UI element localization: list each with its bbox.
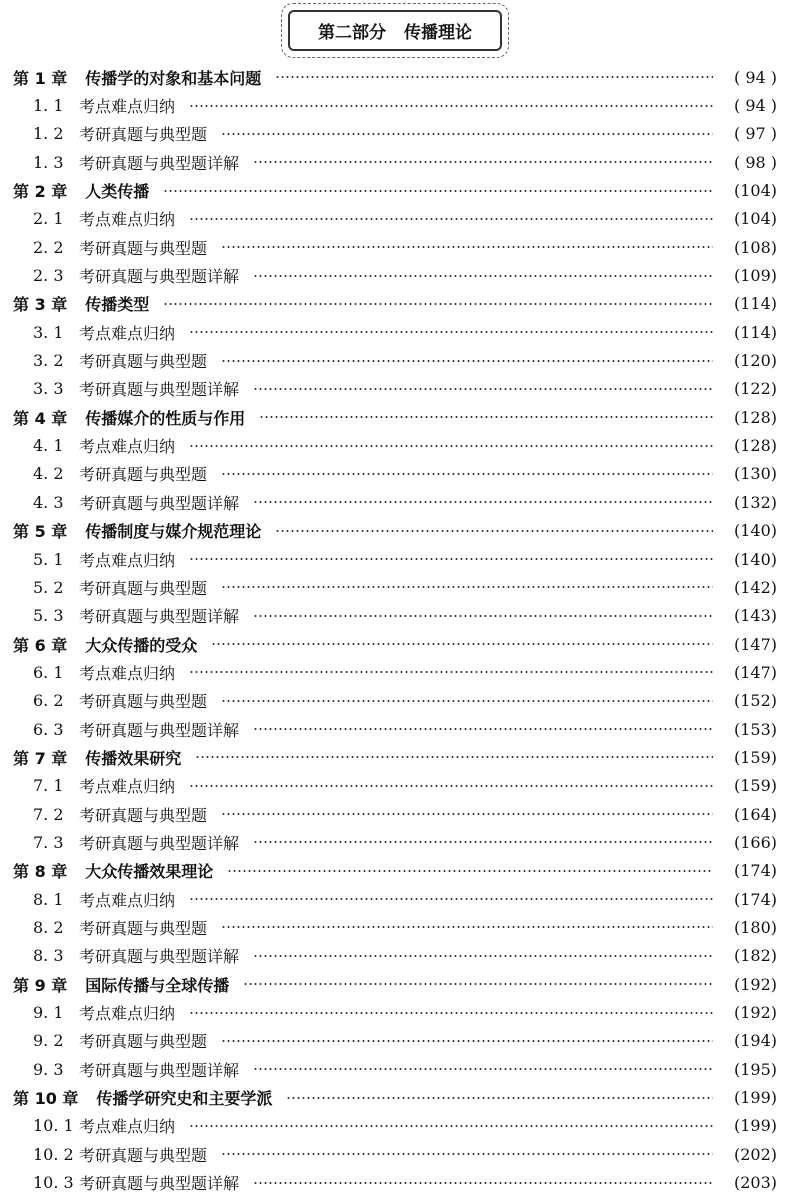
section-number: 2. 1 [33,209,64,229]
section-title: 考点难点归纳 [79,437,176,457]
section-title: 考研真题与典型题 [79,465,208,485]
toc-chapter-entry[interactable] [13,63,777,91]
dot-leader [221,1040,713,1042]
section-page-number: (195) [733,1059,777,1079]
toc-chapter-entry[interactable] [13,743,777,771]
section-page-number: (203) [733,1173,777,1193]
section-page-number: (174) [733,889,777,909]
chapter-page-number: (192) [733,974,777,994]
chapter-number: 第 8 章 [13,862,68,882]
dot-leader [286,1097,713,1099]
dot-leader [189,218,713,220]
section-page-number: (109) [733,266,777,286]
toc-section-entry[interactable] [13,1168,777,1196]
section-page-number: (128) [733,436,777,456]
section-title: 考点难点归纳 [79,777,176,797]
dot-leader [221,246,713,248]
dot-leader [259,416,713,418]
dot-leader [253,275,713,277]
section-page-number: (147) [733,662,777,682]
toc-section-entry[interactable] [13,460,777,488]
dot-leader [227,870,713,872]
chapter-page-number: (114) [733,294,777,314]
section-page-number: (142) [733,577,777,597]
toc-chapter-entry[interactable] [13,517,777,545]
dot-leader [195,756,713,758]
section-title: 考研真题与典型题详解 [79,267,240,287]
section-number: 4. 2 [33,464,64,484]
dot-leader [189,898,713,900]
section-number: 3. 3 [33,379,64,399]
dot-leader [211,643,713,645]
section-number: 9. 1 [33,1003,64,1023]
section-number: 5. 1 [33,549,64,569]
chapter-page-number: (140) [733,521,777,541]
chapter-number: 第 3 章 [13,295,68,315]
toc-section-entry[interactable] [13,942,777,970]
toc-section-entry[interactable] [13,1112,777,1140]
chapter-number: 第 5 章 [13,522,68,542]
dot-leader [253,1182,713,1184]
section-page-number: (153) [733,719,777,739]
section-number: 1. 2 [33,124,64,144]
chapter-title: 大众传播效果理论 [85,862,214,882]
section-title: 考研真题与典型题 [79,238,208,258]
section-page-number: (199) [733,1116,777,1136]
dot-leader [253,615,713,617]
part-header [0,8,790,52]
section-number: 9. 3 [33,1059,64,1079]
section-number: 2. 2 [33,237,64,257]
toc-section-entry[interactable] [13,715,777,743]
section-page-number: (132) [733,492,777,512]
dot-leader [275,530,713,532]
section-number: 8. 3 [33,946,64,966]
section-title: 考研真题与典型题 [79,918,208,938]
section-title: 考点难点归纳 [79,663,176,683]
section-title: 考研真题与典型题 [79,1032,208,1052]
toc-section-entry[interactable] [13,658,777,686]
chapter-title: 大众传播的受众 [85,635,198,655]
section-title: 考研真题与典型题 [79,692,208,712]
dot-leader [189,558,713,560]
dot-leader [253,1068,713,1070]
chapter-title: 传播学的对象和基本问题 [85,68,262,88]
section-page-number: (114) [733,322,777,342]
section-number: 7. 2 [33,804,64,824]
section-page-number: ( 94 ) [733,96,777,116]
toc-section-entry[interactable] [13,318,777,346]
chapter-page-number: (128) [733,407,777,427]
section-title: 考研真题与典型题详解 [79,607,240,627]
toc-section-entry[interactable] [13,1027,777,1055]
chapter-number: 第 2 章 [13,182,68,202]
section-title: 考研真题与典型题 [79,352,208,372]
section-title: 考研真题与典型题详解 [79,947,240,967]
section-number: 5. 2 [33,577,64,597]
dot-leader [221,133,713,135]
section-title: 考研真题与典型题 [79,1145,208,1165]
toc-section-entry[interactable] [13,545,777,573]
dot-leader [253,501,713,503]
section-page-number: (192) [733,1003,777,1023]
chapter-page-number: (104) [733,181,777,201]
dot-leader [253,728,713,730]
section-number: 1. 1 [33,96,64,116]
chapter-page-number: (199) [733,1088,777,1108]
part-label: 第二部分 [318,22,387,43]
dot-leader [221,473,713,475]
toc-section-entry[interactable] [13,205,777,233]
chapter-number: 第 4 章 [13,408,68,428]
dot-leader [221,813,713,815]
toc-section-entry[interactable] [13,828,777,856]
section-title: 考研真题与典型题详解 [79,493,240,513]
dot-leader [189,1125,713,1127]
dot-leader [189,671,713,673]
toc-section-entry[interactable] [13,375,777,403]
section-page-number: (140) [733,549,777,569]
toc-section-entry[interactable] [13,573,777,601]
dot-leader [275,76,713,78]
toc-section-entry[interactable] [13,91,777,119]
dot-leader [221,586,713,588]
chapter-page-number: (174) [733,861,777,881]
section-page-number: (180) [733,917,777,937]
toc-section-entry[interactable] [13,120,777,148]
toc-section-entry[interactable] [13,800,777,828]
section-page-number: (182) [733,946,777,966]
toc-chapter-entry[interactable] [13,176,777,204]
toc-section-entry[interactable] [13,602,777,630]
toc-chapter-entry[interactable] [13,290,777,318]
chapter-page-number: (159) [733,747,777,767]
chapter-number: 第 1 章 [13,68,68,88]
section-page-number: (143) [733,606,777,626]
section-number: 6. 3 [33,719,64,739]
section-number: 10. 3 [33,1173,74,1193]
toc-section-entry[interactable] [13,1140,777,1168]
section-number: 6. 1 [33,662,64,682]
section-title: 考研真题与典型题详解 [79,1060,240,1080]
toc-section-entry[interactable] [13,998,777,1026]
part-title-box [288,10,502,51]
section-title: 考点难点归纳 [79,97,176,117]
dot-leader [253,388,713,390]
section-page-number: (120) [733,351,777,371]
dot-leader [253,955,713,957]
section-page-number: (166) [733,832,777,852]
chapter-title: 传播制度与媒介规范理论 [85,522,262,542]
toc-chapter-entry[interactable] [13,403,777,431]
section-number: 3. 2 [33,351,64,371]
section-number: 10. 1 [33,1116,74,1136]
table-of-contents [13,63,777,1197]
toc-chapter-entry[interactable] [13,857,777,885]
section-number: 4. 1 [33,436,64,456]
toc-section-entry[interactable] [13,772,777,800]
section-title: 考研真题与典型题详解 [79,153,240,173]
section-title: 考研真题与典型题详解 [79,380,240,400]
chapter-page-number: ( 94 ) [733,67,777,87]
chapter-title: 传播效果研究 [85,748,182,768]
toc-section-entry[interactable] [13,913,777,941]
toc-section-entry[interactable] [13,233,777,261]
toc-section-entry[interactable] [13,1055,777,1083]
chapter-number: 第 10 章 [13,1089,79,1109]
section-page-number: (130) [733,464,777,484]
dot-leader [189,445,713,447]
toc-section-entry[interactable] [13,488,777,516]
chapter-number: 第 6 章 [13,635,68,655]
section-title: 考点难点归纳 [79,1117,176,1137]
toc-chapter-entry[interactable] [13,970,777,998]
toc-chapter-entry[interactable] [13,1083,777,1111]
section-page-number: ( 98 ) [733,152,777,172]
chapter-title: 传播学研究史和主要学派 [96,1089,273,1109]
section-number: 8. 2 [33,917,64,937]
dot-leader [189,785,713,787]
toc-section-entry[interactable] [13,431,777,459]
dot-leader [253,161,713,163]
section-title: 考研真题与典型题详解 [79,833,240,853]
section-page-number: (108) [733,237,777,257]
chapter-page-number: (147) [733,634,777,654]
section-page-number: (104) [733,209,777,229]
section-title: 考研真题与典型题详解 [79,720,240,740]
toc-section-entry[interactable] [13,148,777,176]
section-title: 考研真题与典型题详解 [79,1174,240,1194]
section-page-number: (152) [733,691,777,711]
section-number: 7. 1 [33,776,64,796]
part-name: 传播理论 [403,22,472,43]
toc-section-entry[interactable] [13,885,777,913]
dot-leader [221,360,713,362]
section-title: 考点难点归纳 [79,890,176,910]
chapter-title: 传播媒介的性质与作用 [85,408,246,428]
section-number: 6. 2 [33,691,64,711]
dot-leader [221,700,713,702]
dot-leader [189,331,713,333]
section-page-number: (194) [733,1031,777,1051]
section-number: 1. 3 [33,152,64,172]
dot-leader [163,303,713,305]
section-title: 考研真题与典型题 [79,578,208,598]
section-title: 考点难点归纳 [79,1004,176,1024]
dot-leader [163,190,713,192]
section-page-number: (159) [733,776,777,796]
section-title: 考研真题与典型题 [79,805,208,825]
section-page-number: (202) [733,1144,777,1164]
dot-leader [243,983,713,985]
section-title: 考点难点归纳 [79,210,176,230]
section-page-number: (122) [733,379,777,399]
section-number: 7. 3 [33,832,64,852]
toc-section-entry[interactable] [13,687,777,715]
section-number: 2. 3 [33,266,64,286]
chapter-number: 第 9 章 [13,975,68,995]
section-page-number: ( 97 ) [733,124,777,144]
section-number: 5. 3 [33,606,64,626]
chapter-number: 第 7 章 [13,748,68,768]
section-number: 3. 1 [33,322,64,342]
section-title: 考点难点归纳 [79,550,176,570]
toc-chapter-entry[interactable] [13,630,777,658]
dot-leader [253,841,713,843]
section-number: 8. 1 [33,889,64,909]
chapter-title: 人类传播 [85,182,150,202]
section-page-number: (164) [733,804,777,824]
chapter-title: 传播类型 [85,295,150,315]
dot-leader [221,926,713,928]
dot-leader [189,105,713,107]
chapter-title: 国际传播与全球传播 [85,975,230,995]
dot-leader [189,1012,713,1014]
toc-section-entry[interactable] [13,346,777,374]
dot-leader [221,1153,713,1155]
section-number: 9. 2 [33,1031,64,1051]
section-title: 考研真题与典型题 [79,125,208,145]
section-number: 4. 3 [33,492,64,512]
section-number: 10. 2 [33,1144,74,1164]
section-title: 考点难点归纳 [79,323,176,343]
toc-section-entry[interactable] [13,261,777,289]
